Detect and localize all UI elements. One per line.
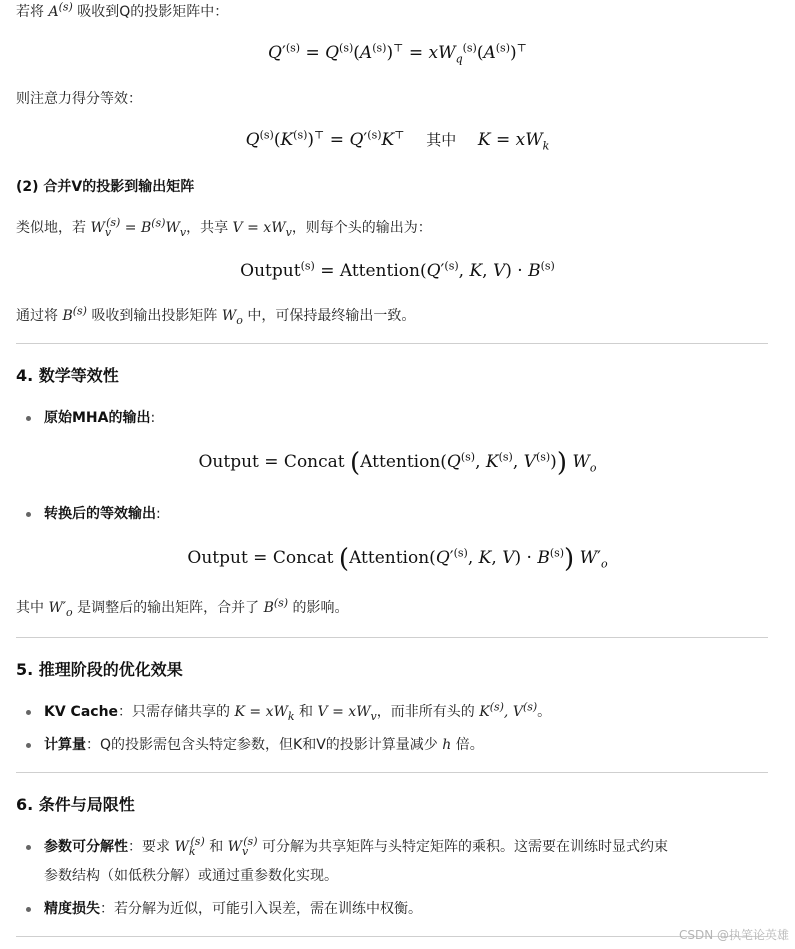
equation-attention-score: $Q^{(s)}(K^{(s)})^⊤ = Q'^{(s)}K^⊤$ 其中 $K = xW_k$ xyxy=(245,128,550,153)
where-line: 其中 $W'_o$ 是调整后的输出矩阵，合并了 $B^{(s)}$ 的影响。 xyxy=(16,596,349,619)
section-2-heading: (2) 合并V的投影到输出矩阵 xyxy=(16,179,195,195)
section-5-heading: 5. 推理阶段的优化效果 xyxy=(16,660,183,679)
equation-mha-output: Output = Concat ($Attention(Q^{(s)}$, $K^{(s)}$, $V^{(s)}$)) $W_o$ xyxy=(198,448,597,478)
divider xyxy=(16,343,768,344)
absorb-line: 通过将 $B^{(s)}$ 吸收到输出投影矩阵 $W_o$ 中，可保持最终输出一致。 xyxy=(16,304,416,327)
bullet-dot xyxy=(26,743,31,748)
intro-line: 若将 $A^{(s)}$ 吸收到Q的投影矩阵中： xyxy=(16,0,229,20)
sec5-item-kv-cache: KV Cache：只需存储共享的 $K = xW_k$ 和 $V = xW_v$，而非所有头的 $K^{(s)}$, $V^{(s)}$。 xyxy=(44,700,552,723)
math-A-s: $A^{(s)}$ xyxy=(48,0,73,20)
section-6-heading: 6. 条件与局限性 xyxy=(16,795,135,814)
bullet-dot xyxy=(26,416,31,421)
attention-line: 则注意力得分等效： xyxy=(16,91,142,107)
similarly-line: 类似地，若 $W_v^{(s)} = B^{(s)}W_v$，共享 $V = xW_v$，则每个头的输出为： xyxy=(16,216,432,239)
bullet-dot xyxy=(26,845,31,850)
equation-equivalent-output: Output = Concat ($Attention(Q'^{(s)}$, K, $V) \cdot B^{(s)}$) $W'_o$ xyxy=(187,544,608,574)
bullet-dot xyxy=(26,710,31,715)
divider xyxy=(16,637,768,638)
equation-q-prime: $Q'^{(s)} = Q^{(s)}(A^{(s)})^⊤ = xW_q^{(s)}(A^{(s)})^⊤$ xyxy=(268,41,527,66)
sec6-item-precision: 精度损失：若分解为近似，可能引入误差，需在训练中权衡。 xyxy=(44,901,422,917)
sec6-item-decomposability-line2: 参数结构（如低秩分解）或通过重参数化实现。 xyxy=(44,868,338,884)
sec5-item-compute: 计算量：Q的投影需包含头特定参数，但K和V的投影计算量减少 h 倍。 xyxy=(44,737,484,753)
divider xyxy=(16,936,768,937)
section-4-heading: 4. 数学等效性 xyxy=(16,366,119,385)
sec4-item-equivalent: 转换后的等效输出: xyxy=(44,506,161,522)
divider xyxy=(16,772,768,773)
sec4-item-original: 原始MHA的输出: xyxy=(44,410,156,426)
bullet-dot xyxy=(26,907,31,912)
equation-output-head: Output$^{(s)}$ = $Attention(Q'^{(s)}$, K, $V) \cdot B^{(s)}$ xyxy=(240,259,555,281)
sec6-item-decomposability: 参数可分解性：要求 $W_k^{(s)}$ 和 $W_v^{(s)}$ 可分解为共享矩阵与头特定矩阵的乘积。这需要在训练时显式约束 xyxy=(44,835,668,858)
bullet-dot xyxy=(26,512,31,517)
csdn-watermark: CSDN @执笔论英雄 xyxy=(678,928,789,942)
